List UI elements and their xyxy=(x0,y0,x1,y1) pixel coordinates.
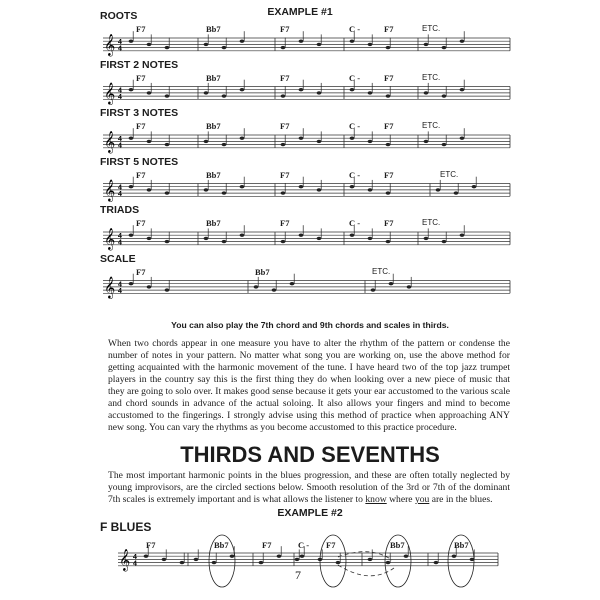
treble-clef-icon: 𝄞 xyxy=(104,131,116,153)
paragraph-1: When two chords appear in one measure you have to alter the rhythm of the pattern or condense the number of notes in your pattern. No matter what song you are working on, use the above method for getting acquainted with the harmonic movement of the tune. I have heard two of the top jazz trumpet players in the country say this is the first thing they do when looking over a new piece of music that they are going to solo over. It makes good sense because it gets your ear accustomed to the various scale and chord sounds in advance of the actual soloing. It also allows your fingers and mind to become accustomed to the fingerings. I strongly advise using this method of practice when approaching ANY new song. You can vary the rhythms as you become accustomed to this practice procedure. xyxy=(108,338,510,433)
chord-symbol: F7 xyxy=(384,24,394,34)
etc-label: ETC. xyxy=(422,218,441,227)
treble-clef-icon: 𝄞 xyxy=(104,82,116,105)
chord-symbol: F7 xyxy=(136,169,146,180)
svg-text:4: 4 xyxy=(133,560,137,568)
treble-clef-icon: 𝄞 xyxy=(104,228,116,250)
etc-label: ETC. xyxy=(440,169,459,179)
circle-mark xyxy=(320,535,346,587)
chord-symbol: C - xyxy=(349,218,361,228)
chord-symbol: F7 xyxy=(280,72,290,83)
example-2-title: EXAMPLE #2 xyxy=(277,507,343,519)
etc-label: ETC. xyxy=(372,266,391,276)
chord-symbol: F7 xyxy=(136,218,146,228)
chord-symbol: F7 xyxy=(384,72,394,83)
chord-symbol: C - xyxy=(349,72,361,83)
treble-clef-icon: 𝄞 xyxy=(119,549,131,571)
chord-symbol: F7 xyxy=(136,121,146,131)
chord-symbol: Bb7 xyxy=(255,266,270,277)
row-label: ROOTS xyxy=(100,10,138,22)
row-label: FIRST 5 NOTES xyxy=(100,155,179,168)
section-heading: THIRDS AND SEVENTHS xyxy=(180,442,440,467)
row-label: FIRST 2 NOTES xyxy=(100,58,179,71)
row-label: SCALE xyxy=(100,252,136,265)
chord-symbol: F7 xyxy=(280,24,290,34)
row-label: TRIADS xyxy=(100,204,140,216)
chord-symbol: Bb7 xyxy=(390,540,405,550)
underlined-text: you xyxy=(414,494,430,505)
svg-text:4: 4 xyxy=(118,288,122,295)
chord-symbol: F7 xyxy=(262,540,272,550)
chord-symbol: F7 xyxy=(280,169,290,180)
time-signature: 4 xyxy=(118,281,122,289)
time-signature: 4 xyxy=(118,39,122,46)
chord-symbol: F7 xyxy=(146,540,156,550)
chord-symbol: Bb7 xyxy=(206,169,221,180)
svg-text:4: 4 xyxy=(118,239,122,247)
text: are in the blues. xyxy=(429,494,493,505)
chord-symbol: F7 xyxy=(384,169,394,180)
chord-symbol: C - xyxy=(349,169,361,180)
time-signature: 4 xyxy=(133,554,137,561)
etc-label: ETC. xyxy=(422,121,441,130)
chord-symbol: F7 xyxy=(384,218,394,228)
etc-label: ETC. xyxy=(422,72,441,82)
etc-label: ETC. xyxy=(422,24,441,33)
chord-symbol: F7 xyxy=(136,72,146,83)
chord-symbol: Bb7 xyxy=(206,24,221,34)
chord-symbol: F7 xyxy=(280,218,290,228)
treble-clef-icon: 𝄞 xyxy=(104,276,116,299)
f-blues-label: F BLUES xyxy=(100,520,152,534)
example-1-title: EXAMPLE #1 xyxy=(267,6,333,18)
circle-mark xyxy=(209,535,235,587)
treble-clef-icon: 𝄞 xyxy=(104,34,116,56)
time-signature: 4 xyxy=(118,136,122,143)
treble-clef-icon: 𝄞 xyxy=(104,179,116,202)
svg-text:4: 4 xyxy=(118,94,122,101)
chord-symbol: F7 xyxy=(136,24,146,34)
chord-symbol: C - xyxy=(349,24,361,34)
chord-symbol: F7 xyxy=(384,121,394,131)
circle-mark xyxy=(448,535,474,587)
svg-text:4: 4 xyxy=(118,142,122,150)
time-signature: 4 xyxy=(118,87,122,95)
chord-symbol: C - xyxy=(349,121,361,131)
time-signature: 4 xyxy=(118,233,122,240)
chord-symbol: Bb7 xyxy=(206,72,221,83)
chord-symbol: Bb7 xyxy=(206,121,221,131)
chord-symbol: F7 xyxy=(280,121,290,131)
chord-symbol: Bb7 xyxy=(206,218,221,228)
chord-symbol: Bb7 xyxy=(454,540,469,550)
text: where xyxy=(386,494,415,505)
chord-symbol: Bb7 xyxy=(214,540,229,550)
page-number: 7 xyxy=(295,568,301,582)
caption: You can also play the 7th chord and 9th chords and scales in thirds. xyxy=(171,320,449,330)
text: The most important harmonic points in the blues progression, and these are often totally neglected by young improvisors, are the circled sections below. Smooth resolution of the 3rd or 7th of the dominant 7th scales is extremely important and is what allows the listener to xyxy=(108,470,510,505)
svg-text:4: 4 xyxy=(118,191,122,198)
chord-symbol: F7 xyxy=(136,266,146,277)
row-label: FIRST 3 NOTES xyxy=(100,107,179,119)
circle-mark xyxy=(385,535,411,587)
underlined-text: know xyxy=(365,494,387,505)
time-signature: 4 xyxy=(118,184,122,192)
svg-text:4: 4 xyxy=(118,45,122,53)
chord-symbol: C - xyxy=(298,540,310,550)
chord-symbol: F7 xyxy=(326,540,336,550)
